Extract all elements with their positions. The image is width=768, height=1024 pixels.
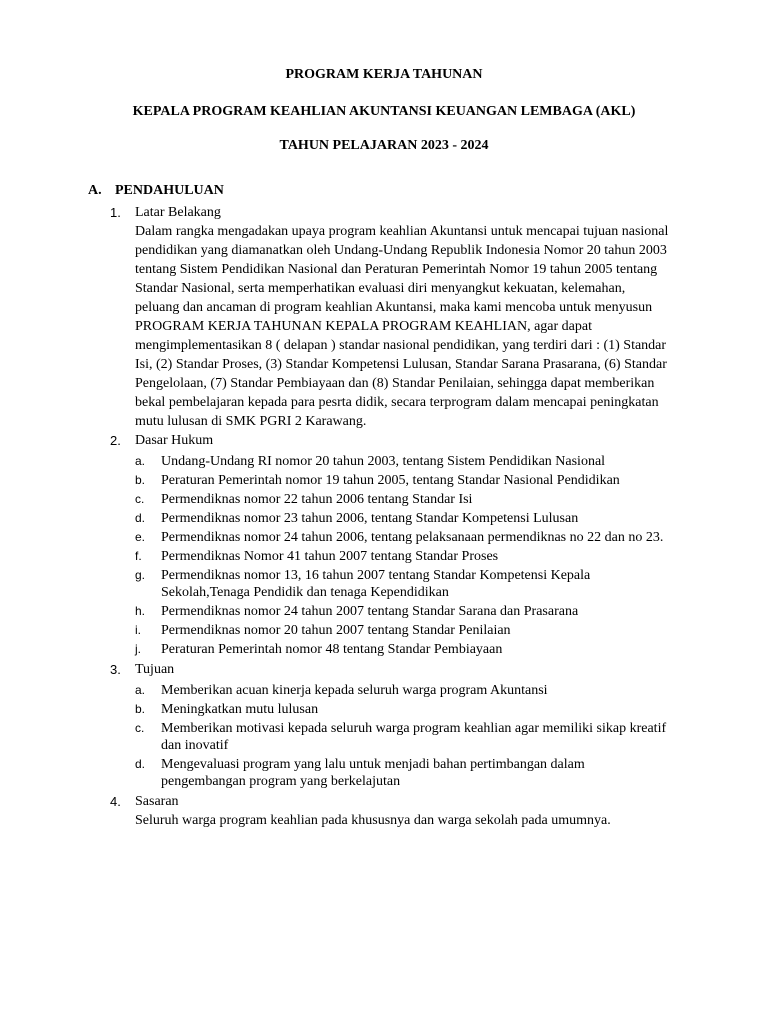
item-paragraph: Seluruh warga program keahlian pada khususnya dan warga sekolah pada umumnya. [135, 813, 611, 828]
section-heading [88, 183, 224, 199]
sublist-text: Peraturan Pemerintah nomor 48 tentang Standar Pembiayaan [161, 642, 503, 657]
sublist-item [135, 510, 670, 527]
item-title: Sasaran [135, 794, 179, 809]
sublist-item [135, 720, 670, 754]
sublist-item [135, 472, 670, 489]
sublist-item [135, 453, 670, 470]
sublist-letter: g. [135, 568, 146, 582]
list-item [110, 203, 670, 431]
sublist-letter: a. [135, 454, 146, 468]
list-item [110, 792, 670, 830]
item-number: 4. [110, 794, 121, 809]
sublist-text: Peraturan Pemerintah nomor 19 tahun 2005, tentang Standar Nasional Pendidikan [161, 473, 620, 488]
sublist-item [135, 548, 670, 565]
sublist-text: Undang-Undang RI nomor 20 tahun 2003, tentang Sistem Pendidikan Nasional [161, 454, 606, 469]
sublist-letter: j. [135, 642, 141, 656]
item-number: 2. [110, 433, 121, 448]
sublist [110, 679, 670, 790]
sublist-letter: c. [135, 492, 145, 506]
item-heading [110, 431, 670, 450]
item-paragraph: Dalam rangka mengadakan upaya program keahlian Akuntansi untuk mencapai tujuan nasional pendidikan yang diamanatkan oleh Undang-Undang Republik Indonesia Nomor 20 tahun 2003 tentang Sistem Pendidikan Nasional dan Peraturan Pemerintah Nomor 19 tahun 2005 tentang Standar Nasional, serta memperhatikan evaluasi diri menyangkut kekuatan, kelemahan, peluang dan ancaman di program keahlian Akuntansi, maka kami mencoba untuk menyusun PROGRAM KERJA TAHUNAN KEPALA PROGRAM KEAHLIAN, agar dapat mengimplementasikan 8 ( delapan ) standar nasional pendidikan, yang terdiri dari : (1) Standar Isi, (2) Standar Proses, (3) Standar Kompetensi Lulusan, Standar Sarana Prasarana, (6) Standar Pengelolaan, (7) Standar Pembiayaan dan (8) Standar Penilaian, sehingga dapat memberikan bekal pembelajaran kepada para pesrta didik, secara terprogram dalam mencapai peningkatan mutu lulusan di SMK PGRI 2 Karawang. [135, 224, 669, 429]
sublist-text: Permendiknas Nomor 41 tahun 2007 tentang Standar Proses [161, 549, 499, 564]
sublist-item [135, 529, 670, 546]
sublist-letter: h. [135, 604, 146, 618]
list-item [110, 660, 670, 790]
sublist-item [135, 491, 670, 508]
item-title: Latar Belakang [135, 205, 221, 220]
sublist-text: Permendiknas nomor 23 tahun 2006, tentang Standar Kompetensi Lulusan [161, 511, 579, 526]
sublist-letter: f. [135, 549, 142, 563]
item-heading [110, 792, 670, 811]
sublist-letter: i. [135, 623, 141, 637]
sublist-letter: b. [135, 702, 146, 716]
item-heading [110, 660, 670, 679]
sublist-text: Meningkatkan mutu lulusan [161, 702, 319, 717]
section-title: PENDAHULUAN [115, 183, 224, 198]
item-heading [110, 203, 670, 222]
item-title: Tujuan [135, 662, 175, 677]
sublist-letter: e. [135, 530, 146, 544]
sublist-text: Permendiknas nomor 22 tahun 2006 tentang Standar Isi [161, 492, 473, 507]
sublist-item [135, 603, 670, 620]
sublist-letter: d. [135, 757, 146, 771]
item-number: 3. [110, 662, 121, 677]
sublist-text: Permendiknas nomor 13, 16 tahun 2007 tentang Standar Kompetensi Kepala Sekolah,Tenaga Pendidik dan tenaga Kependidikan [161, 568, 591, 600]
sublist-text: Permendiknas nomor 24 tahun 2006, tentang pelaksanaan permendiknas no 22 dan no 23. [161, 530, 664, 545]
sublist-letter: c. [135, 721, 145, 735]
section-content [110, 203, 670, 830]
sublist-item [135, 641, 670, 658]
item-title: Dasar Hukum [135, 433, 214, 448]
sublist-text: Memberikan motivasi kepada seluruh warga program keahlian agar memiliki sikap kreatif dan inovatif [161, 721, 667, 753]
sublist-text: Memberikan acuan kinerja kepada seluruh warga program Akuntansi [161, 683, 548, 698]
doc-title: PROGRAM KERJA TAHUNAN [285, 67, 483, 82]
sublist-item [135, 567, 670, 601]
sublist-letter: d. [135, 511, 146, 525]
doc-subtitle: KEPALA PROGRAM KEAHLIAN AKUNTANSI KEUANGAN LEMBAGA (AKL) [132, 104, 636, 119]
sublist-item [135, 701, 670, 718]
sublist-item [135, 756, 670, 790]
sublist-item [135, 622, 670, 639]
sublist-text: Mengevaluasi program yang lalu untuk menjadi bahan pertimbangan dalam pengembangan program yang berkelajutan [161, 757, 585, 789]
sublist-letter: b. [135, 473, 146, 487]
sublist-text: Permendiknas nomor 24 tahun 2007 tentang Standar Sarana dan Prasarana [161, 604, 579, 619]
item-number: 1. [110, 205, 121, 220]
sublist-item [135, 682, 670, 699]
list-item [110, 431, 670, 658]
sublist-text: Permendiknas nomor 20 tahun 2007 tentang Standar Penilaian [161, 623, 511, 638]
sublist-letter: a. [135, 683, 146, 697]
doc-year: TAHUN PELAJARAN 2023 - 2024 [279, 138, 489, 153]
section-number: A. [88, 183, 102, 198]
sublist [110, 450, 670, 658]
